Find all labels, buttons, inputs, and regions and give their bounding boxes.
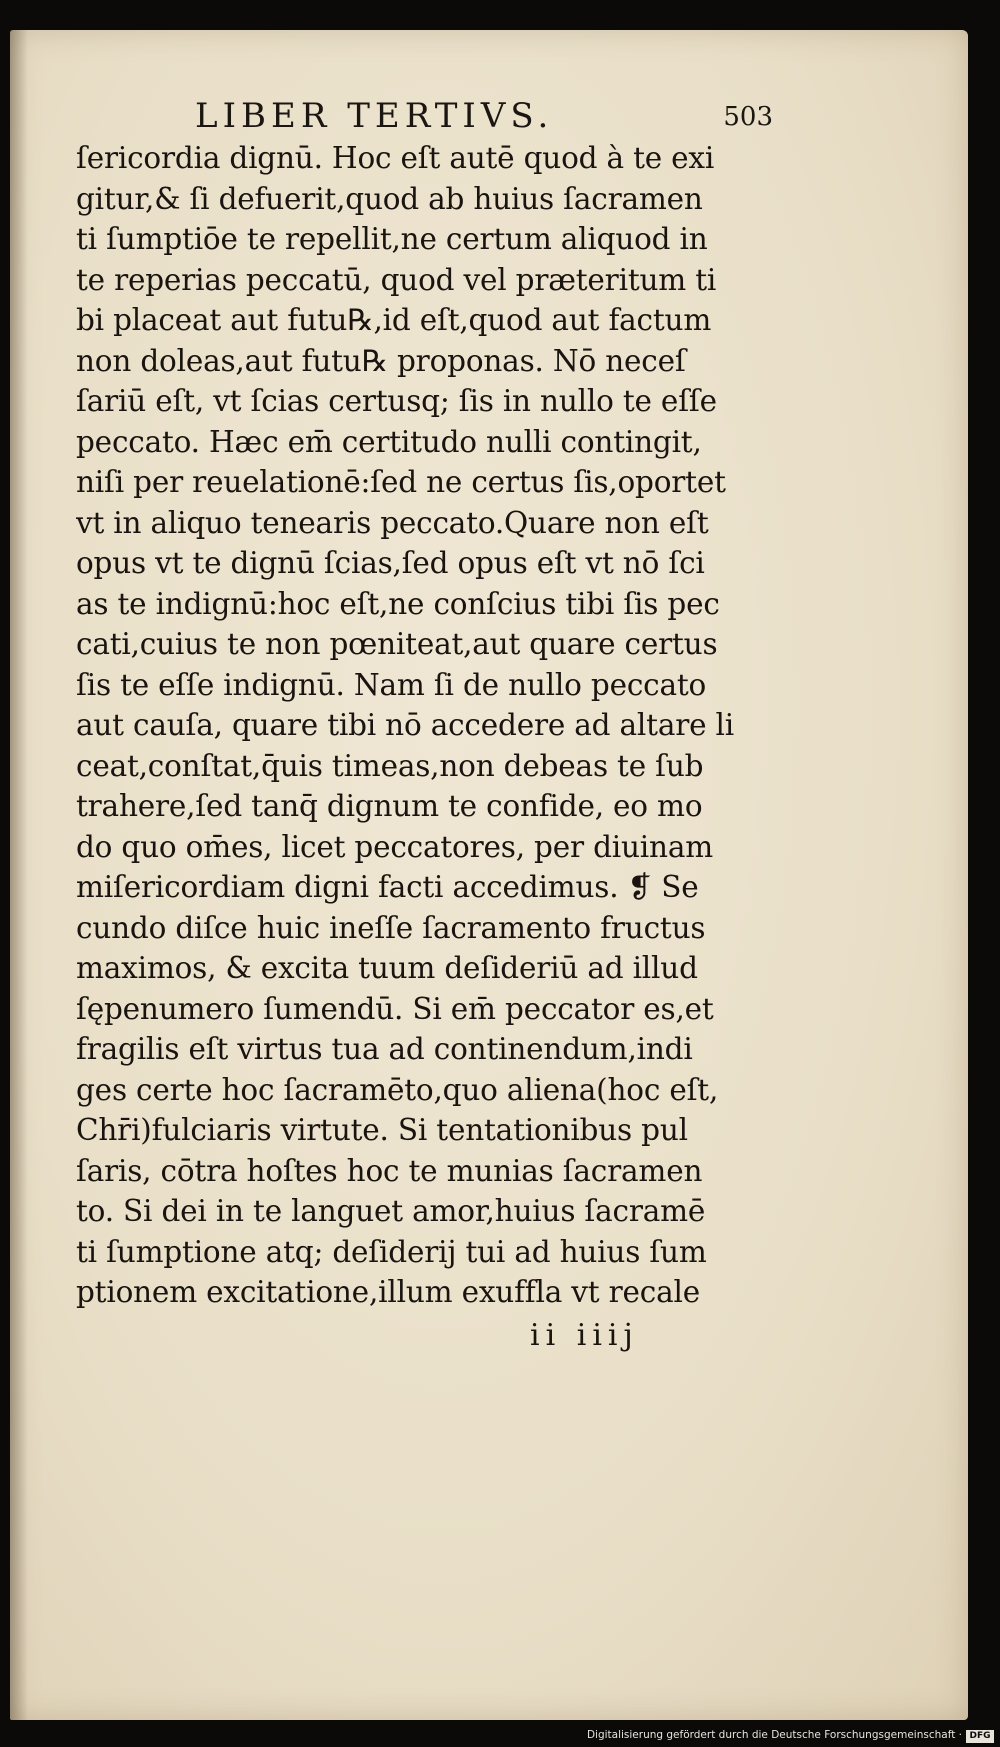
- text-line: trahere,ſed tanq̄ dignum te confide, eo mo: [76, 789, 703, 823]
- text-line: ti ſumptiōe te repellit,ne certum aliquod in: [76, 222, 708, 256]
- text-line: ſariū eſt, vt ſcias certusq; ſis in nullo te eſſe: [76, 384, 717, 418]
- dfg-logo: DFG: [966, 1730, 994, 1743]
- text-line: niſi per reuelationē:ſed ne certus ſis,oportet: [76, 465, 726, 499]
- text-line: as te indignū:hoc eſt,ne conſcius tibi ſis pec: [76, 586, 720, 621]
- text-line: ptionem excitatione,illum exuffla vt recale: [76, 1275, 700, 1309]
- page-header: [195, 96, 795, 140]
- text-line: te reperias peccatū, quod vel præteritum ti: [76, 262, 717, 297]
- text-line: opus vt te dignū ſcias,ſed opus eſt vt nō ſci: [76, 546, 705, 580]
- text-line: to. Si dei in te languet amor,huius ſacramē: [76, 1194, 706, 1228]
- text-line: ceat,conſtat,q̄uis timeas,non debeas te ſub: [76, 748, 704, 783]
- text-line: miſericordiam digni facti accedimus. ❡ Se: [76, 870, 699, 904]
- text-line: ſericordia dignū. Hoc eſt autē quod à te exi: [76, 141, 715, 175]
- page-number: 503: [723, 102, 773, 132]
- text-line: non doleas,aut futu℞ proponas. Nō neceſ: [76, 343, 686, 378]
- text-line: gitur,& ſi defuerit,quod ab huius ſacramen: [76, 181, 703, 216]
- text-line: Chr̄i)fulciaris virtute. Si tentationibus pul: [76, 1113, 688, 1147]
- text-line: ges certe hoc ſacramēto,quo aliena(hoc eſt,: [76, 1072, 719, 1107]
- text-line: fragilis eſt virtus tua ad continendum,indi: [76, 1032, 693, 1066]
- text-line: do quo om̄es, licet peccatores, per diuinam: [76, 829, 713, 864]
- running-head: LIBER TERTIVS.: [195, 96, 554, 136]
- digitization-credit: Digitalisierung gefördert durch die Deutsche Forschungsgemeinschaft ·: [586, 1729, 962, 1741]
- text-line: cundo diſce huic ineſſe ſacramento fructus: [76, 910, 706, 945]
- text-line: maximos, & excita tuum deſideriū ad illud: [76, 951, 698, 985]
- text-line: ſaris, cōtra hoſtes hoc te munias ſacramen: [76, 1153, 703, 1188]
- text-line: aut cauſa, quare tibi nō accedere ad altare li: [76, 708, 735, 742]
- text-line: ti ſumptione atq; deſiderij tui ad huius ſum: [76, 1234, 707, 1269]
- signature-mark: ii iiij: [530, 1318, 639, 1353]
- text-line: peccato. Hæc em̄ certitudo nulli contingit,: [76, 424, 702, 459]
- text-line: bi placeat aut futu℞,id eſt,quod aut factum: [76, 303, 712, 337]
- gutter-shadow: [10, 30, 28, 1720]
- body-text: [76, 138, 796, 1313]
- text-line: cati,cuius te non pœniteat,aut quare certus: [76, 627, 718, 661]
- text-line: vt in aliquo tenearis peccato.Quare non eſt: [76, 505, 709, 540]
- text-line: ſępenumero ſumendū. Si em̄ peccator es,et: [76, 991, 714, 1026]
- text-line: ſis te eſſe indignū. Nam ſi de nullo peccato: [76, 667, 707, 702]
